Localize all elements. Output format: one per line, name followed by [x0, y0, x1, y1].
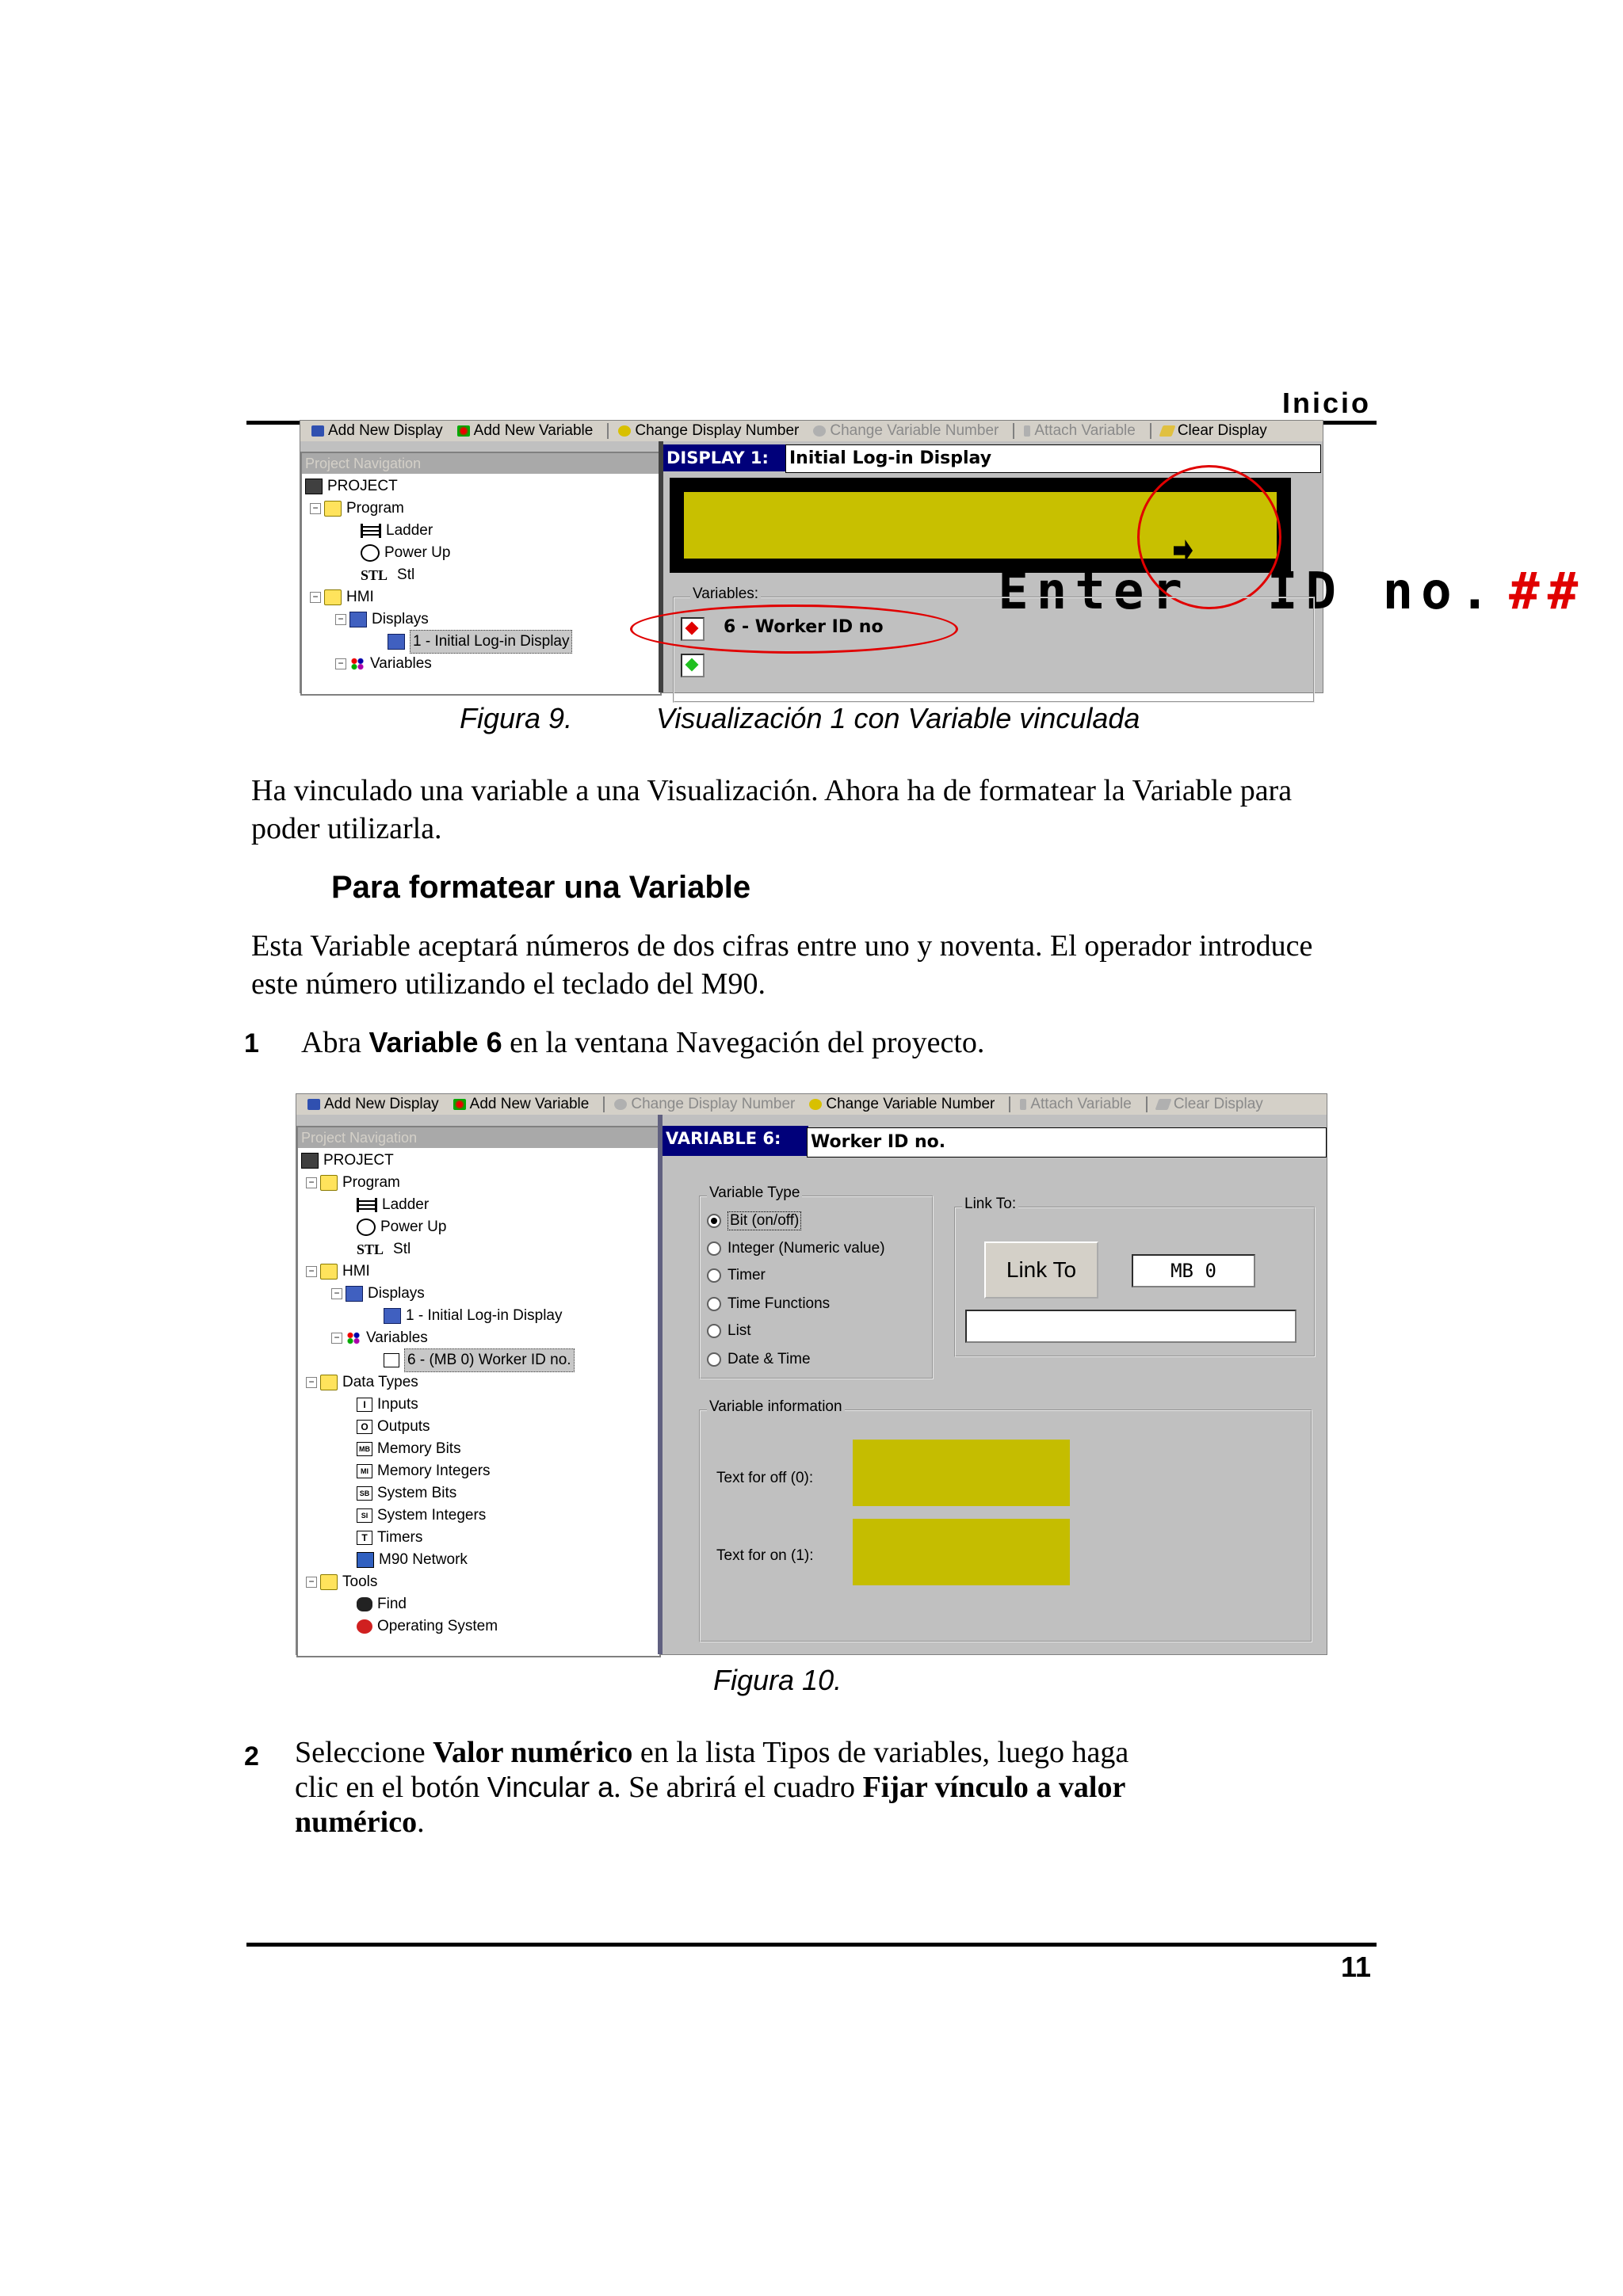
attach-variable-label: Attach Variable: [1030, 1096, 1132, 1112]
tree-label: Variables: [366, 1329, 428, 1346]
clear-display-button[interactable]: [1161, 422, 1267, 440]
clear-display-label: Clear Display: [1173, 1096, 1263, 1112]
clear-display-button[interactable]: [1157, 1096, 1263, 1113]
collapse-icon[interactable]: −: [331, 1333, 342, 1344]
figure10-caption: Figura 10.: [713, 1664, 842, 1696]
display-icon: [384, 1308, 401, 1324]
timers-icon: T: [357, 1531, 372, 1545]
add-new-variable-button[interactable]: [453, 1096, 590, 1113]
attach-variable-button[interactable]: [1024, 422, 1135, 440]
figure9-caption-text: Visualización 1 con Variable vinculada: [656, 702, 1140, 734]
lcd-variable-placeholder: ##: [1509, 563, 1587, 621]
radio-icon: [707, 1241, 721, 1256]
operating-system-icon: [357, 1619, 372, 1634]
displays-icon: [349, 612, 367, 627]
section-heading: Para formatear una Variable: [331, 870, 751, 905]
tree-label: PROJECT: [323, 1152, 394, 1169]
step-1-bold: Variable 6: [369, 1026, 502, 1058]
memory-integers-icon: MI: [357, 1464, 372, 1478]
add-new-display-button[interactable]: [311, 422, 443, 440]
change-variable-icon: [813, 425, 826, 437]
header-section-title: Inicio: [1281, 387, 1371, 419]
step-2-post: .: [417, 1806, 425, 1839]
memory-bits-icon: MB: [357, 1442, 372, 1456]
type-radio-timer[interactable]: [707, 1267, 766, 1284]
step-2-mid-2: . Se abrirá el cuadro: [613, 1771, 863, 1804]
stl-icon: STL: [357, 1241, 384, 1257]
variable-marker-green[interactable]: [681, 654, 705, 677]
display-number-tab: DISPLAY 1:: [663, 444, 785, 471]
add-new-display-button[interactable]: [307, 1096, 439, 1113]
tree-item-stl[interactable]: [357, 1238, 411, 1261]
tree-label: Timers: [377, 1529, 423, 1546]
type-radio-bit[interactable]: [707, 1211, 801, 1230]
tree-label: Displays: [372, 611, 429, 627]
type-radio-integer[interactable]: [707, 1240, 885, 1257]
radio-label: Time Functions: [727, 1295, 831, 1312]
tree-label: Tools: [342, 1573, 378, 1590]
clear-display-label: Clear Display: [1177, 422, 1267, 439]
tree-label: Program: [342, 1174, 400, 1191]
power-up-icon: [357, 1219, 376, 1236]
tree-label: Find: [377, 1596, 407, 1612]
change-display-number-button[interactable]: [614, 1096, 795, 1113]
tree-label: HMI: [342, 1263, 370, 1280]
tree-item-m90-network[interactable]: [357, 1549, 468, 1571]
footer-rule: [246, 1943, 1377, 1947]
step-2-button-name: Vincular a: [487, 1771, 614, 1803]
tree-item-variables[interactable]: [335, 653, 432, 675]
radio-icon: [707, 1352, 721, 1367]
tree-label: M90 Network: [379, 1551, 468, 1568]
radio-label: Timer: [727, 1267, 766, 1283]
add-new-variable-button[interactable]: [457, 422, 594, 440]
tree-label: Power Up: [384, 544, 451, 561]
add-variable-icon: [453, 1099, 466, 1110]
tree-item-display-1[interactable]: [384, 1305, 562, 1327]
nav-title: Project Navigation: [298, 1127, 659, 1148]
tree-item-memory-bits[interactable]: [357, 1438, 461, 1460]
tree-label: Displays: [368, 1285, 425, 1302]
panel-divider: [658, 1115, 663, 1654]
tree-label: Memory Integers: [377, 1463, 491, 1479]
tree-item-stl[interactable]: [361, 564, 414, 586]
tree-label: Variables: [370, 655, 432, 672]
tree-item-hmi[interactable]: [310, 586, 374, 608]
tree-label: Operating System: [377, 1618, 498, 1634]
tree-item-find[interactable]: [357, 1593, 407, 1615]
toolbar-separator: [1146, 1097, 1148, 1112]
nav-title: Project Navigation: [302, 453, 660, 474]
figure9-caption-number: Figura 9.: [460, 702, 573, 734]
tree-label: Power Up: [380, 1219, 447, 1235]
tree-label: System Bits: [377, 1485, 457, 1501]
folder-icon: [320, 1375, 338, 1390]
tree-item-ladder[interactable]: [357, 1194, 429, 1216]
paperclip-icon: [1020, 1099, 1026, 1110]
step-1-number: 1: [244, 1028, 259, 1058]
change-display-number-label: Change Display Number: [631, 1096, 796, 1112]
variables-icon: [349, 657, 365, 671]
attach-variable-button[interactable]: [1020, 1096, 1131, 1113]
change-display-icon: [614, 1099, 627, 1110]
panel-divider: [659, 441, 663, 692]
tree-label: 1 - Initial Log-in Display: [406, 1307, 563, 1324]
tree-item-operating-system[interactable]: [357, 1615, 498, 1638]
tree-item-ladder[interactable]: [361, 520, 433, 542]
add-new-display-label: Add New Display: [324, 1096, 439, 1112]
change-variable-number-button[interactable]: [809, 1096, 995, 1113]
variable-icon: [384, 1353, 399, 1367]
radio-label: List: [727, 1322, 751, 1339]
folder-icon: [320, 1574, 338, 1590]
link-to-button[interactable]: Link To: [984, 1241, 1098, 1299]
step-1-post: en la ventana Navegación del proyecto.: [502, 1026, 985, 1059]
tree-item-program[interactable]: [306, 1172, 400, 1194]
add-new-display-label: Add New Display: [328, 422, 443, 439]
type-radio-date-time[interactable]: [707, 1351, 811, 1368]
tree-label: Stl: [393, 1241, 411, 1257]
tree-item-program[interactable]: [310, 498, 404, 520]
link-to-label: Link To:: [962, 1196, 1018, 1213]
eraser-icon: [1155, 1099, 1171, 1110]
network-icon: [357, 1552, 374, 1568]
variable-information-label: Variable information: [707, 1398, 845, 1416]
variables-label: Variables:: [690, 585, 761, 603]
project-icon: [305, 479, 323, 494]
change-variable-number-label: Change Variable Number: [830, 422, 999, 439]
tree-item-memory-integers[interactable]: [357, 1460, 491, 1482]
project-icon: [301, 1153, 319, 1169]
system-bits-icon: SB: [357, 1486, 372, 1501]
change-variable-number-label: Change Variable Number: [826, 1096, 995, 1112]
figure10-toolbar: [296, 1094, 1327, 1115]
tree-item-system-integers[interactable]: [357, 1505, 486, 1527]
radio-selected-icon: [707, 1214, 721, 1228]
change-variable-number-button[interactable]: [813, 422, 999, 440]
tree-label: Ladder: [386, 522, 433, 539]
ladder-icon: [361, 524, 381, 538]
tree-item-hmi[interactable]: [306, 1261, 370, 1283]
step-2-pre: Seleccione: [295, 1736, 433, 1769]
green-diamond-icon: [685, 658, 699, 672]
outputs-icon: O: [357, 1420, 372, 1434]
collapse-icon[interactable]: −: [335, 614, 346, 625]
tree-label: Inputs: [377, 1396, 418, 1413]
highlight-circle: [1137, 465, 1281, 609]
display-icon: [388, 634, 405, 650]
tree-label: HMI: [346, 589, 374, 605]
folder-icon: [324, 589, 342, 605]
system-integers-icon: SI: [357, 1508, 372, 1523]
tree-item-system-bits[interactable]: [357, 1482, 456, 1505]
type-radio-time-functions[interactable]: [707, 1295, 830, 1313]
paragraph-1: Ha vinculado una variable a una Visualización. Ahora ha de formatear la Variable para poder utilizarla.: [251, 774, 1293, 845]
collapse-icon[interactable]: −: [310, 592, 321, 603]
tree-label: PROJECT: [327, 478, 398, 494]
collapse-icon[interactable]: −: [306, 1577, 317, 1588]
step-2-bold-1: Valor numérico: [433, 1736, 633, 1769]
change-variable-icon: [809, 1099, 822, 1110]
toolbar-separator: [1150, 423, 1151, 439]
collapse-icon[interactable]: −: [306, 1266, 317, 1277]
change-display-number-button[interactable]: [618, 422, 799, 440]
tree-label: System Integers: [377, 1507, 487, 1524]
radio-icon: [707, 1268, 721, 1283]
link-value-field[interactable]: MB 0: [1132, 1254, 1255, 1287]
tree-item-project[interactable]: [305, 475, 398, 498]
folder-icon: [320, 1264, 338, 1280]
figure10-project-navigation: [296, 1126, 661, 1657]
tree-item-displays[interactable]: [331, 1283, 425, 1305]
type-radio-list[interactable]: [707, 1322, 751, 1340]
tree-label: Memory Bits: [377, 1440, 461, 1457]
toolbar-separator: [1009, 1097, 1010, 1112]
add-display-icon: [307, 1099, 320, 1110]
tree-label: Stl: [397, 566, 415, 583]
paragraph-2: Esta Variable aceptará números de dos cifras entre uno y noventa. El operador introduce este número utilizando el teclado del M90.: [251, 929, 1313, 1001]
change-display-number-label: Change Display Number: [635, 422, 800, 439]
ladder-icon: [357, 1198, 377, 1212]
collapse-icon[interactable]: −: [331, 1288, 342, 1299]
highlight-ellipse: [630, 605, 958, 654]
folder-icon: [324, 501, 342, 517]
radio-icon: [707, 1324, 721, 1338]
variable-number-tab: VARIABLE 6:: [663, 1126, 808, 1156]
variable-name-field[interactable]: Worker ID no.: [807, 1127, 1327, 1158]
figure9-screenshot: [300, 420, 1587, 693]
tree-item-power-up[interactable]: [357, 1216, 446, 1238]
text-on-swatch[interactable]: [853, 1519, 1070, 1585]
collapse-icon[interactable]: −: [306, 1377, 317, 1388]
attach-variable-label: Attach Variable: [1034, 422, 1136, 439]
step-2-mid-1: en la lista Tipos de variables, luego haga clic en el botón: [295, 1736, 1129, 1804]
text-on-label: Text for on (1):: [716, 1547, 814, 1564]
folder-icon: [320, 1175, 338, 1191]
text-off-swatch[interactable]: [853, 1440, 1070, 1506]
power-up-icon: [361, 544, 380, 562]
radio-icon: [707, 1297, 721, 1311]
figure9-toolbar: [300, 421, 1323, 441]
collapse-icon[interactable]: −: [335, 658, 346, 669]
figure9-project-navigation: [300, 452, 662, 696]
binoculars-icon: [357, 1597, 372, 1611]
tree-label: 6 - (MB 0) Worker ID no.: [404, 1348, 575, 1372]
tree-item-outputs[interactable]: [357, 1416, 430, 1438]
tree-item-displays[interactable]: [335, 608, 429, 631]
variable-list-item[interactable]: 6 - Worker ID no: [724, 617, 884, 637]
tree-label: 1 - Initial Log-in Display: [410, 630, 572, 654]
tree-label: Data Types: [342, 1374, 418, 1390]
eraser-icon: [1159, 425, 1175, 437]
toolbar-separator: [607, 423, 609, 439]
tree-item-data-types[interactable]: [306, 1371, 418, 1394]
tree-label: Program: [346, 500, 404, 517]
figure10-variable-editor: [658, 1115, 1327, 1654]
toolbar-separator: [1013, 423, 1014, 439]
tree-item-inputs[interactable]: [357, 1394, 418, 1416]
radio-label: Integer (Numeric value): [727, 1240, 885, 1257]
lcd-text: Enter ID no.: [998, 563, 1499, 621]
variables-icon: [346, 1331, 361, 1345]
collapse-icon[interactable]: −: [310, 503, 321, 514]
tree-label: Ladder: [382, 1196, 430, 1213]
tree-item-project[interactable]: [301, 1150, 394, 1172]
tree-item-variable-6[interactable]: [384, 1349, 575, 1371]
tree-item-power-up[interactable]: [361, 542, 450, 564]
stl-icon: STL: [361, 567, 388, 583]
add-new-variable-label: Add New Variable: [473, 422, 594, 439]
variable-type-label: Variable Type: [707, 1184, 802, 1202]
tree-item-display-1[interactable]: [388, 631, 572, 653]
collapse-icon[interactable]: −: [306, 1177, 317, 1188]
radio-label: Bit (on/off): [727, 1211, 801, 1230]
step-2-bold-2: Fijar vínculo a valor numérico: [295, 1771, 1125, 1839]
add-variable-icon: [457, 425, 470, 437]
tree-item-timers[interactable]: [357, 1527, 422, 1549]
display-name-field[interactable]: Initial Log-in Display: [785, 444, 1321, 473]
link-description-field[interactable]: [965, 1310, 1296, 1343]
step-2-number: 2: [244, 1741, 259, 1772]
paperclip-icon: [1024, 425, 1030, 437]
step-1-pre: Abra: [301, 1026, 369, 1059]
text-off-label: Text for off (0):: [716, 1470, 814, 1486]
step-1-text: [301, 1024, 1331, 1062]
radio-label: Date & Time: [727, 1351, 811, 1367]
step-2-text: [295, 1735, 1167, 1840]
tree-item-variables[interactable]: [331, 1327, 428, 1349]
add-new-variable-label: Add New Variable: [469, 1096, 590, 1112]
toolbar-separator: [603, 1097, 605, 1112]
inputs-icon: I: [357, 1398, 372, 1412]
figure9-display-editor: [659, 441, 1587, 692]
tree-label: Outputs: [377, 1418, 430, 1435]
change-display-icon: [618, 425, 631, 437]
add-display-icon: [311, 425, 324, 437]
tree-item-tools[interactable]: [306, 1571, 377, 1593]
figure10-screenshot: [296, 1093, 1327, 1655]
displays-icon: [346, 1286, 363, 1302]
page-number: 11: [1340, 1951, 1371, 1983]
